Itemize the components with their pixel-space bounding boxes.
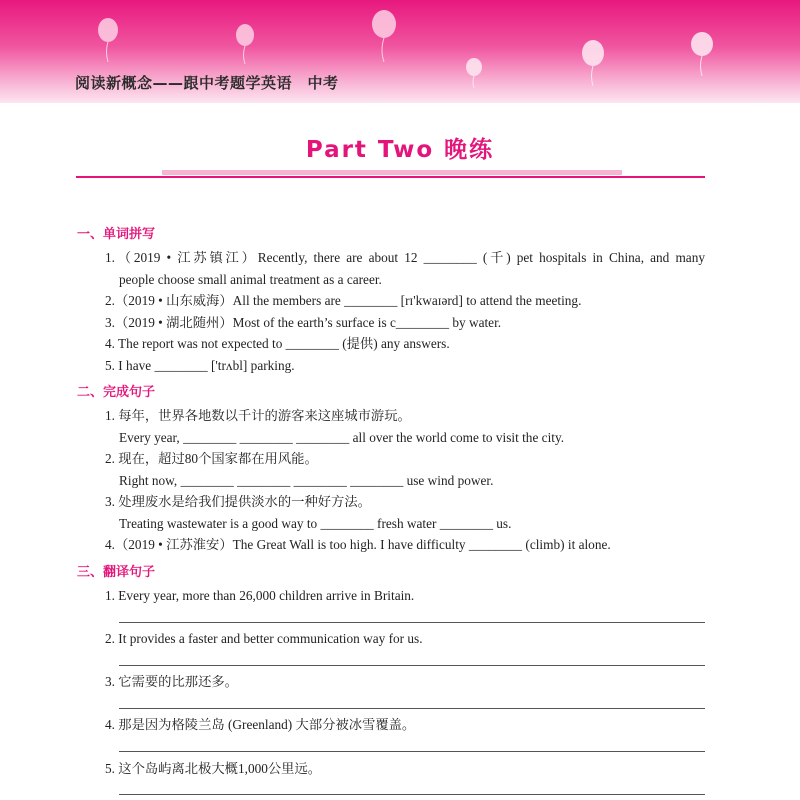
question-text: Treating wastewater is a good way to ________ fresh water ________ us. xyxy=(119,516,512,531)
answer-line xyxy=(119,665,705,666)
answer-line xyxy=(119,622,705,623)
question-text: 5. 这个岛屿离北极大概1,000公里远。 xyxy=(105,761,322,776)
question-text: Every year, ________ ________ ________ all over the world come to visit the city. xyxy=(119,430,565,445)
section-heading-spelling: 一、单词拼写 xyxy=(77,227,156,242)
question-text: 1. Every year, more than 26,000 children arrive in Britain. xyxy=(105,588,415,603)
question-text: people choose small animal treatment as a career. xyxy=(119,272,382,287)
question-text: 2. 现在，超过80个国家都在用风能。 xyxy=(105,451,318,466)
section-heading-translation: 三、翻译句子 xyxy=(77,565,156,580)
question-text: 2.（2019 • 山东威海）All the members are ________ [rɪ'kwaɪərd] to attend the meeting. xyxy=(105,293,582,308)
question-text: 2. It provides a faster and better communication way for us. xyxy=(105,631,423,646)
question-text: 1.（2019 • 江苏镇江）Recently, there are about 12 ________ (千) pet hospitals in China, and many xyxy=(105,250,705,265)
question-text: 4.（2019 • 江苏淮安）The Great Wall is too high. I have difficulty ________ (climb) it alone. xyxy=(105,537,611,552)
title-decoration-bar xyxy=(162,170,622,175)
question-text: Right now, ________ ________ ________ ________ use wind power. xyxy=(119,473,494,488)
balloon-icon xyxy=(370,10,398,62)
question-text: 5. I have ________ ['trʌbl] parking. xyxy=(105,358,295,373)
section-heading-completion: 二、完成句子 xyxy=(77,385,156,400)
answer-line xyxy=(119,794,705,795)
book-title: 阅读新概念——跟中考题学英语 中考 xyxy=(75,74,339,92)
answer-line xyxy=(119,751,705,752)
balloon-icon xyxy=(96,18,120,62)
question-text: 4. The report was not expected to ________ (提供) any answers. xyxy=(105,336,450,351)
balloon-icon xyxy=(465,58,483,88)
question-text: 3. 它需要的比那还多。 xyxy=(105,674,238,689)
title-divider xyxy=(76,176,705,178)
question-text: 3.（2019 • 湖北随州）Most of the earth’s surface is c________ by water. xyxy=(105,315,502,330)
balloon-icon xyxy=(580,40,606,86)
header-banner xyxy=(0,0,800,103)
part-title: Part Two 晚练 xyxy=(305,137,495,163)
question-text: 4. 那是因为格陵兰岛 (Greenland) 大部分被冰雪覆盖。 xyxy=(105,717,416,732)
balloon-icon xyxy=(690,32,714,76)
question-text: 3. 处理废水是给我们提供淡水的一种好方法。 xyxy=(105,494,371,509)
question-text: 1. 每年，世界各地数以千计的游客来这座城市游玩。 xyxy=(105,408,411,423)
answer-line xyxy=(119,708,705,709)
balloon-icon xyxy=(234,24,256,64)
